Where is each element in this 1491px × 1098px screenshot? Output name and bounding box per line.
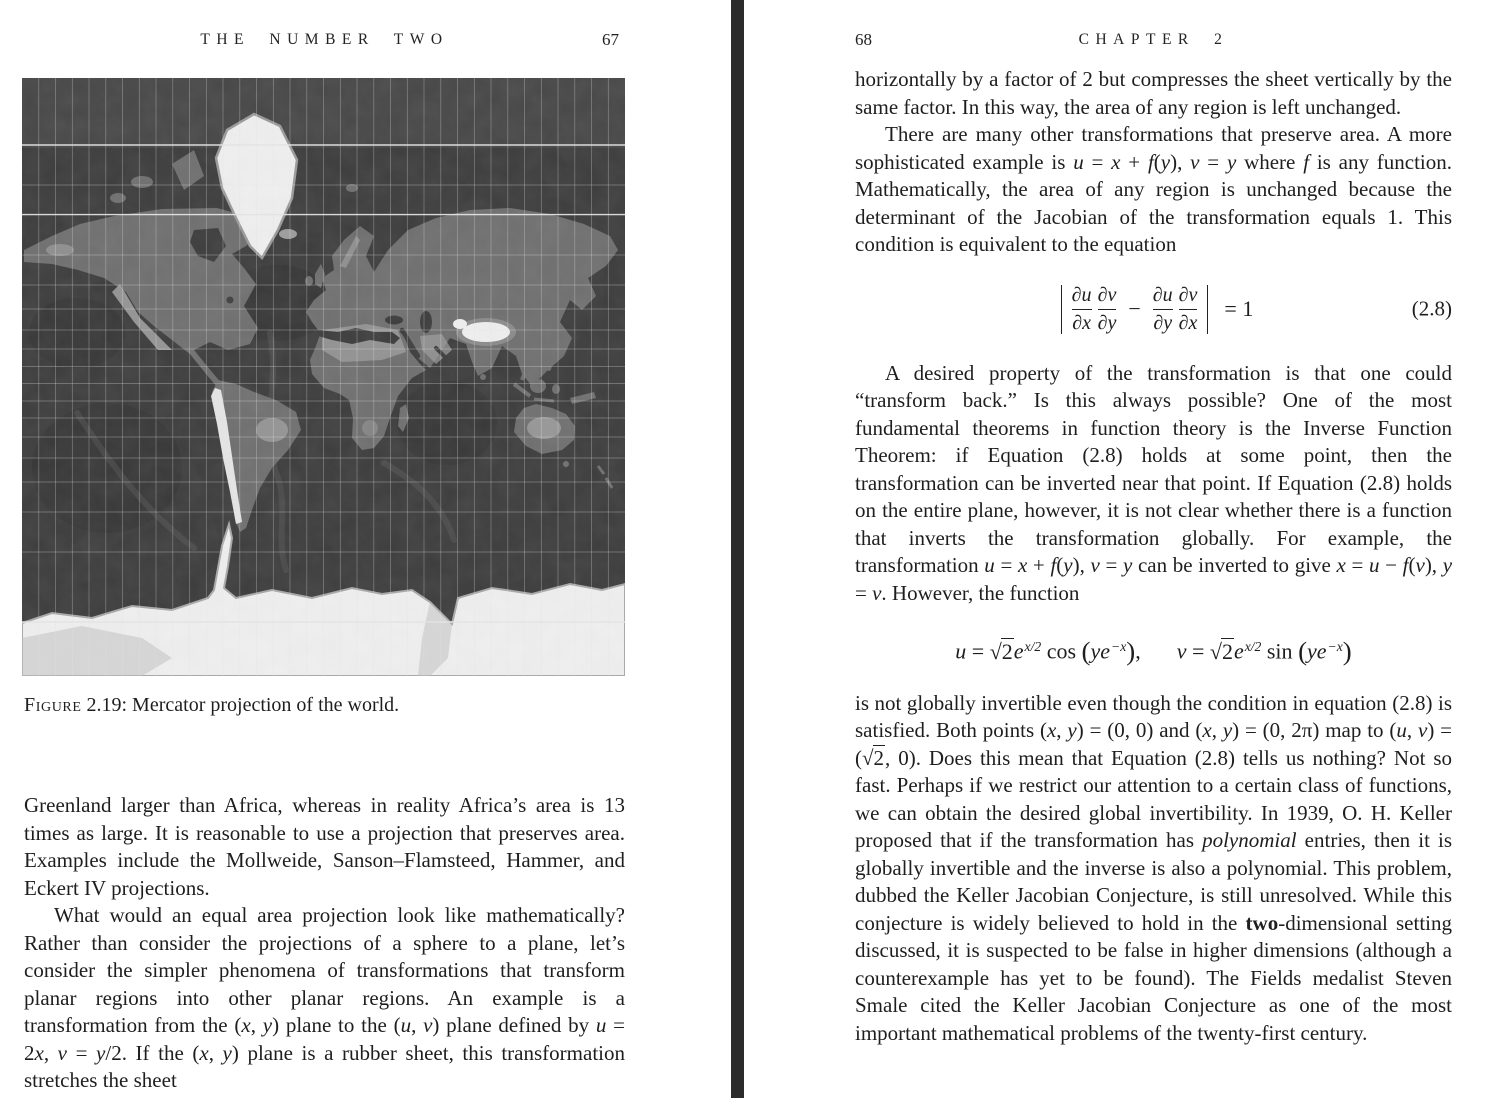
fraction-bar [1179,309,1198,310]
page-gutter-divider [731,0,744,1098]
denominator: ∂y [1097,311,1117,334]
body-paragraph: There are many other transformations that preserve area. A more sophisticated example is u = x + f(y), v = y where f is any function. Mathematically, the area of any region is unchanged because the determinant of the Jacobian of the transformation equals 1. This condition is equivalent to the equation [855,122,1453,256]
body-paragraph: is not globally invertible even though the condition in equation (2.8) is satisfied. Both points (x, y) = (0, 0) and (x, y) = (0, 2π) map to (u, v) = (√2, 0). Does this mean that Equation (2.8) tells us nothing? Not so fast. Perhaps if we restrict our attention to a certain class of functions, we can obtain the desired global invertibility. In 1939, O. H. Keller proposed that if the transformation has polynomial entries, then it is globally invertible and the inverse is also a polynomial. This problem, dubbed the Keller Jacobian Conjecture, is still unresolved. While this conjecture is widely believed to hold in the two-dimensional setting discussed, it is suspected to be false in higher dimensions (although a counterexample has yet to be found). The Fields medalist Steven Smale cited the Keller Jacobian Conjecture as one of the most important mathematical problems of the twenty-first century. [855,690,1453,1045]
minus-sign: − [1128,296,1141,322]
left-page [0,0,731,1098]
figure-caption-label: Figure [24,694,82,716]
left-header-title: THE NUMBER TWO [200,31,449,48]
fraction-du-dx [1069,284,1095,335]
jacobian-determinant [1054,284,1254,335]
equation-number: (2.8) [1411,296,1452,321]
right-running-head [855,31,1452,53]
body-paragraph: Greenland larger than Africa, whereas in reality Africa’s area is 13 times as large. It is reasonable to use a projection that preserves area. Examples include the Mollweide, Sanson–Flamsteed, Hammer, and Eckert IV projections. [24,793,625,900]
numerator: ∂v [1097,283,1117,306]
right-page-number: 68 [855,30,872,49]
fraction-bar [1098,309,1117,310]
numerator: ∂v [1178,283,1198,306]
body-paragraph: What would an equal area projection look like mathematically? Rather than consider the projections of a sphere to a plane, let’s consider the simpler phenomena of transformations that transform planar regions into other planar regions. An example is a transformation from the (x, y) plane to the (u, v) plane defined by u = 2x, v = y/2. If the (x, y) plane is a rubber sheet, this transformation stretches the sheet [24,903,625,1092]
fraction-dv-dy [1095,284,1120,335]
figure-caption-text: 2.19: Mercator projection of the world. [81,694,400,716]
body-paragraph: A desired property of the transformation is that one could “transform back.” Is this always possible? One of the most fundamental theorems in function theory is the Inverse Function Theorem: if Equation (2.8) holds at some point, then the transformation can be inverted near that point. If Equation (2.8) holds on the entire plane, however, it is not clear whether there is a function that inverts the transformation globally. For example, the transformation u = x + f(y), v = y can be inverted to give x = u − f(v), y = v. However, the function [855,360,1453,605]
fraction-du-dy [1150,284,1176,335]
determinant-bar-left [1061,285,1062,334]
fraction-bar [1153,309,1173,310]
right-page [745,0,1491,1098]
numerator: ∂u [1071,283,1092,306]
determinant-bar-right [1207,285,1208,334]
fraction-bar [1072,309,1092,310]
left-body-text [24,792,625,1095]
right-header-title: CHAPTER 2 [1078,31,1229,48]
left-running-head [24,31,625,53]
world-map-figure [22,78,625,676]
numerator: ∂u [1152,283,1173,306]
right-body-text [855,66,1452,1047]
figure-caption [24,694,625,717]
denominator: ∂x [1178,311,1198,334]
left-page-number: 67 [602,30,619,49]
display-equation-trig: $u = √2e^{x/2}$ $\cos (ye^{-x})$, $v = √2e^{x/2}$ $\sin (ye^{-x})$ [955,636,1352,667]
display-equation-jacobian [855,284,1452,335]
world-map [22,78,625,676]
equation-rhs: = 1 [1224,296,1254,322]
denominator: ∂x [1072,311,1091,334]
fraction-dv-dx [1176,284,1201,335]
denominator: ∂y [1153,311,1173,334]
body-paragraph: horizontally by a factor of 2 but compresses the sheet vertically by the same factor. In this way, the area of any region is left unchanged. [855,67,1452,119]
